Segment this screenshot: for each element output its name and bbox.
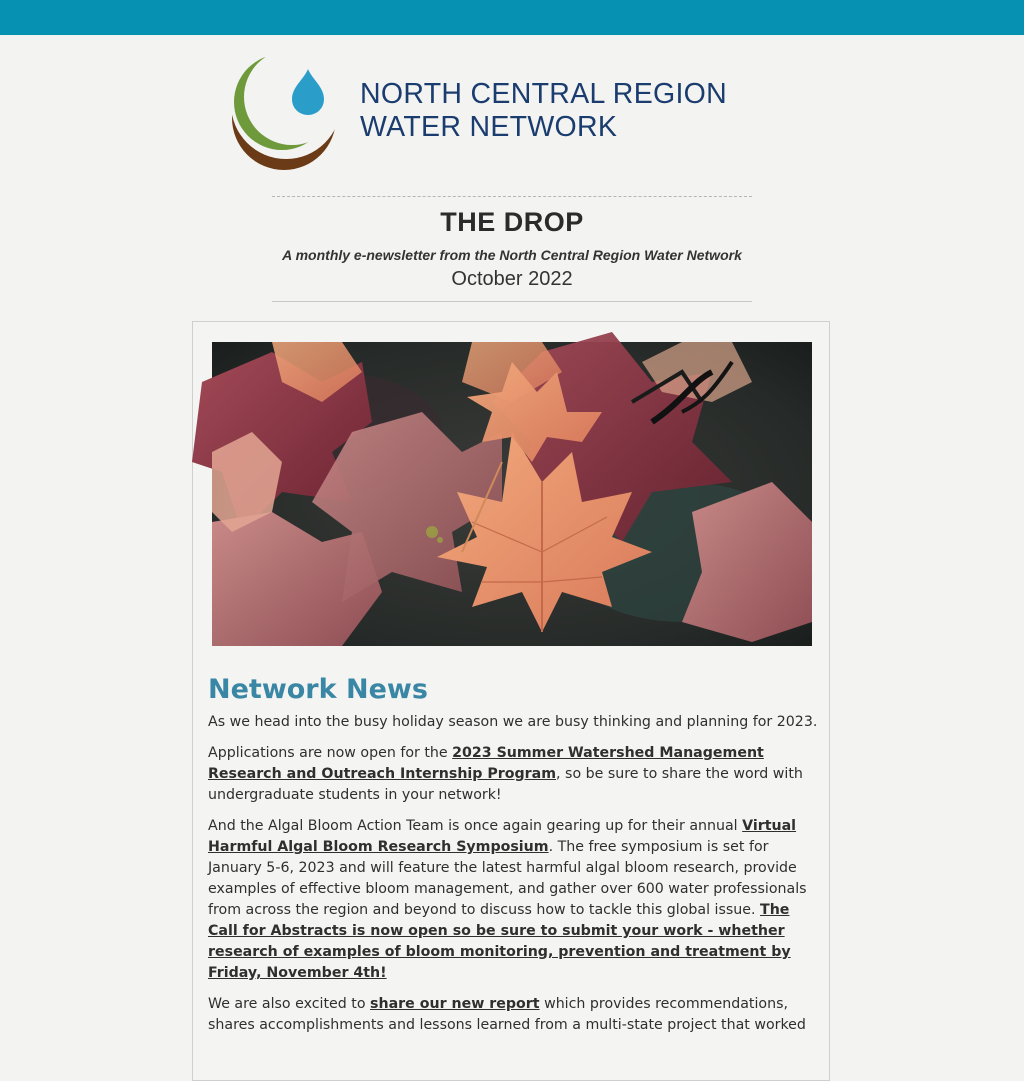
water-drop-crescent-icon (226, 57, 342, 173)
paragraph-text: And the Algal Bloom Action Team is once again gearing up for their annual (208, 818, 743, 834)
paragraph-text: We are also excited to (208, 996, 371, 1012)
newsletter-header (0, 35, 1024, 320)
newsletter-body-card (192, 321, 830, 1081)
header-divider-dashed (272, 196, 752, 197)
internship-program-link[interactable]: 2023 Summer Watershed Management Research and Outreach Internship Program (208, 745, 764, 782)
top-accent-bar (0, 0, 1024, 35)
hero-image (212, 342, 812, 646)
network-news-section (208, 672, 820, 1046)
news-paragraph-report (208, 994, 820, 1036)
header-divider-solid (272, 301, 752, 302)
new-report-link[interactable]: share our new report (370, 996, 540, 1012)
news-paragraph-intro: As we head into the busy holiday season we are busy thinking and planning for 2023. (208, 714, 818, 730)
autumn-leaves-in-water-photo (212, 342, 812, 646)
logo-line-1: NORTH CENTRAL REGION (360, 78, 728, 110)
network-logo[interactable] (226, 57, 806, 177)
news-paragraph-symposium (208, 816, 820, 984)
newsletter-title: THE DROP (440, 207, 584, 237)
paragraph-text: which provides recommendations, shares accomplishments and lessons learned from a multi-state project that worked (208, 996, 806, 1033)
section-heading-network-news: Network News (208, 674, 428, 705)
paragraph-text: . The free symposium is set for January 5-6, 2023 and will feature the latest harmful algal bloom research, provide examples of effective bloom management, and gather over 600 water professionals from across the region and beyond to discuss how to tackle this global issue. (208, 839, 807, 918)
newsletter-subtitle: A monthly e-newsletter from the North Central Region Water Network (282, 247, 742, 263)
issue-date: October 2022 (451, 268, 573, 290)
logo-wordmark (360, 78, 810, 144)
news-paragraph-internship (208, 743, 820, 806)
symposium-link[interactable]: Virtual Harmful Algal Bloom Research Symposium (208, 818, 797, 855)
logo-line-2: WATER NETWORK (360, 111, 618, 143)
call-for-abstracts-link[interactable]: The Call for Abstracts is now open so be sure to submit your work - whether research of examples of bloom monitoring, prevention and treatment by Friday, November 4th! (208, 902, 791, 981)
paragraph-text: , so be sure to share the word with undergraduate students in your network! (208, 766, 803, 803)
paragraph-text: Applications are now open for the (208, 745, 453, 761)
